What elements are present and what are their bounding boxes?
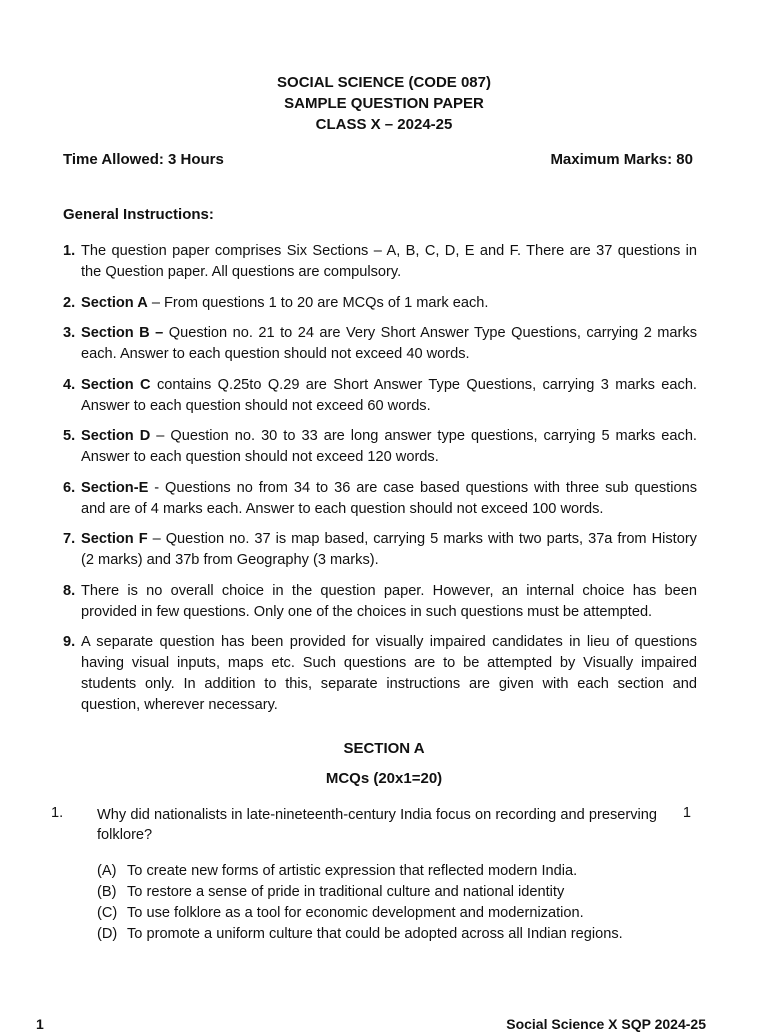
instruction-number: 9. <box>63 634 76 650</box>
section-a-subtitle: MCQs (20x1=20) <box>325 770 443 787</box>
instruction-number: 1. <box>63 243 76 259</box>
question-options <box>97 861 687 945</box>
paper-header <box>0 72 768 135</box>
instruction-number: 6. <box>63 479 76 496</box>
instruction-text: – Question no. 37 is map based, carrying 5 marks with two parts, 37a from History (2 marks) and 37b from Geography (3 marks). <box>81 531 697 568</box>
section-a-title: SECTION A <box>343 740 425 757</box>
option-b <box>97 882 687 903</box>
option-text: To use folklore as a tool for economic development and modernization. <box>127 905 584 921</box>
subject-title: SOCIAL SCIENCE (CODE 087) <box>277 74 491 91</box>
instruction-item <box>63 529 697 571</box>
instruction-item <box>63 478 697 520</box>
option-a <box>97 861 687 882</box>
instruction-number: 2. <box>63 294 76 311</box>
option-label: (D) <box>97 926 118 942</box>
instruction-lead: Section A <box>81 294 148 311</box>
instruction-lead: Section F <box>81 531 148 547</box>
instruction-text: The question paper comprises Six Sections – A, B, C, D, E and F. There are 37 questions in the Question paper. All questions are compulsory. <box>81 243 697 280</box>
general-instructions-heading: General Instructions: <box>63 206 214 223</box>
instruction-lead: Section D <box>81 428 151 444</box>
instruction-text: Question no. 21 to 24 are Very Short Answer Type Questions, carrying 2 marks each. Answer to each question should not exceed 40 words. <box>81 325 697 362</box>
instruction-text: There is no overall choice in the question paper. However, an internal choice has been provided in few questions. Only one of the choices in such questions must be attempted. <box>81 582 697 620</box>
instruction-number: 5. <box>63 428 76 444</box>
maximum-marks: Maximum Marks: 80 <box>550 151 693 168</box>
instruction-number: 7. <box>63 531 76 547</box>
instructions-list <box>63 241 697 726</box>
instruction-lead: Section-E <box>81 479 149 496</box>
instruction-item <box>63 293 697 314</box>
footer-code: Social Science X SQP 2024-25 <box>506 1016 706 1032</box>
option-label: (B) <box>97 884 117 900</box>
instruction-item <box>63 241 697 283</box>
instruction-lead: Section B – <box>81 325 164 341</box>
option-label: (A) <box>97 863 117 879</box>
question-text: Why did nationalists in late-nineteenth-century India focus on recording and preserving folklore? <box>97 807 657 843</box>
option-text: To promote a uniform culture that could be adopted across all Indian regions. <box>127 926 623 942</box>
instruction-number: 8. <box>63 582 76 599</box>
instruction-text: – Question no. 30 to 33 are long answer type questions, carrying 5 marks each. Answer to each question should not exceed 120 words. <box>81 428 697 465</box>
time-allowed: Time Allowed: 3 Hours <box>63 151 224 168</box>
instruction-number: 4. <box>63 376 76 393</box>
option-text: To restore a sense of pride in traditional culture and national identity <box>127 884 565 900</box>
paper-title: SAMPLE QUESTION PAPER <box>284 95 484 112</box>
instruction-text: contains Q.25to Q.29 are Short Answer Type Questions, carrying 3 marks each. Answer to each question should not exceed 60 words. <box>81 376 697 414</box>
question-marks: 1 <box>682 805 691 821</box>
instruction-item <box>63 426 697 468</box>
instruction-text: - Questions no from 34 to 36 are case based questions with three sub questions and are of 4 marks each. Answer to each question should not exceed 100 words. <box>81 479 697 517</box>
instruction-number: 3. <box>63 325 76 341</box>
option-c <box>97 903 687 924</box>
instruction-lead: Section C <box>81 376 151 393</box>
page-number: 1 <box>36 1016 44 1032</box>
instruction-item <box>63 581 697 623</box>
question-number: 1. <box>51 805 64 821</box>
class-title: CLASS X – 2024-25 <box>315 116 453 133</box>
page-footer <box>0 1016 768 1036</box>
option-text: To create new forms of artistic expression that reflected modern India. <box>127 863 578 879</box>
instruction-item <box>63 632 697 716</box>
paper-meta <box>63 151 693 168</box>
option-d <box>97 924 687 945</box>
instruction-text: – From questions 1 to 20 are MCQs of 1 mark each. <box>147 294 489 311</box>
instruction-item <box>63 375 697 417</box>
option-label: (C) <box>97 905 118 921</box>
instruction-item <box>63 323 697 365</box>
instruction-text: A separate question has been provided for visually impaired candidates in lieu of questions having visual inputs, maps etc. Such questions are to be attempted by Visually impaired students only. In addition to this, separate instructions are given with each section and question, wherever necessary. <box>81 634 697 713</box>
